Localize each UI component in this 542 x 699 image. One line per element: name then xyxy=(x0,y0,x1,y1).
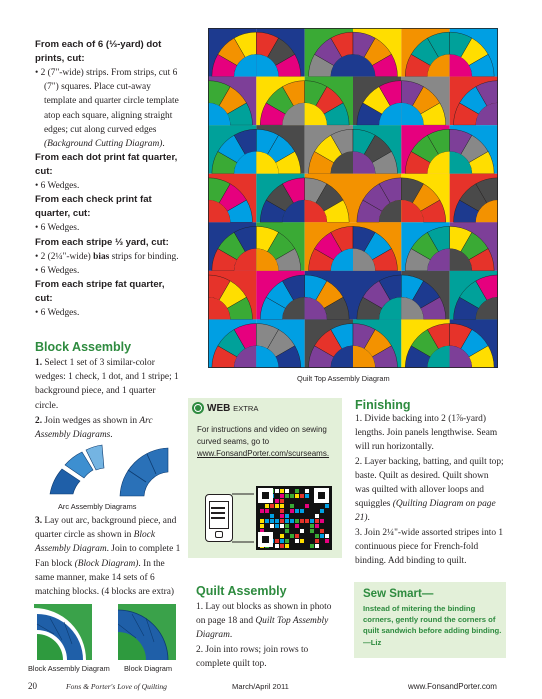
cutting-item: • 6 Wedges. xyxy=(35,308,80,319)
quilt-block xyxy=(256,271,304,320)
quilt-block xyxy=(450,174,498,223)
footer-page-number: 20 xyxy=(28,681,37,691)
quilt-block xyxy=(256,174,304,223)
finishing-step2: 2. Layer backing, batting, and quilt top; baste. Quilt as desired. Quilt shown was quilted with allover loops and squiggles (Quilting Diagram on page 21). xyxy=(355,456,504,524)
quilt-block xyxy=(256,222,304,271)
quilt-block xyxy=(450,271,498,320)
quilt-assembly-steps xyxy=(196,600,342,671)
cutting-heading: From each stripe fat quarter, cut: xyxy=(35,279,165,305)
arc-assembly-caption: Arc Assembly Diagrams xyxy=(58,502,137,511)
sew-smart-heading: Sew Smart— xyxy=(363,588,434,600)
quilt-block xyxy=(401,222,449,271)
quilt-block xyxy=(256,125,304,174)
web-extra-text: For instructions and video on sewing curved seams, go to www.FonsandPorter.com/scurseams. xyxy=(197,425,330,459)
finishing-step1: 1. Divide backing into 2 (1⅞-yard) lengths. Join panels lengthwise. Seam will run horizontally. xyxy=(355,414,498,453)
web-extra-badge xyxy=(192,402,204,414)
cutting-heading: From each dot print fat quarter, cut: xyxy=(35,152,178,178)
smartphone-icon xyxy=(205,494,233,542)
block-assembly-heading: Block Assembly xyxy=(35,340,132,354)
cutting-item: • 6 Wedges. xyxy=(35,223,80,234)
footer-magazine: Fons & Porter's Love of Quilting xyxy=(66,682,167,691)
quilt-block xyxy=(401,125,449,174)
quilt-block xyxy=(353,125,401,174)
cutting-heading: From each stripe ⅓ yard, cut: xyxy=(35,236,169,248)
quilt-block xyxy=(353,28,401,77)
quilt-block xyxy=(450,77,498,126)
quilt-block xyxy=(305,125,353,174)
globe-icon xyxy=(194,404,202,412)
quilt-assembly-heading: Quilt Assembly xyxy=(196,584,287,598)
quilt-block xyxy=(353,271,401,320)
quilt-block xyxy=(305,77,353,126)
quilt-block xyxy=(305,222,353,271)
quilt-block xyxy=(353,77,401,126)
quilt-block xyxy=(450,125,498,174)
quilt-block xyxy=(450,222,498,271)
quilt-block xyxy=(208,271,256,320)
quilt-block xyxy=(305,174,353,223)
quilt-top-diagram xyxy=(208,28,498,368)
quilt-block xyxy=(401,77,449,126)
quilt-block xyxy=(401,271,449,320)
finishing-steps xyxy=(355,412,505,568)
cutting-list xyxy=(35,38,181,320)
cutting-heading: From each check print fat quarter, cut: xyxy=(35,194,152,220)
quilt-block xyxy=(353,319,401,368)
block-assembly-step1: 1. Select 1 set of 3 similar-color wedges: 1 check, 1 dot, and 1 stripe; 1 background piece, and 1 quarter circle. xyxy=(35,358,179,411)
quilt-caption: Quilt Top Assembly Diagram xyxy=(297,374,390,383)
sew-smart-text: Instead of mitering the binding corners, gently round the corners of quilt sandwich before adding binding. —Liz xyxy=(363,604,502,647)
quilt-assembly-step2: 2. Join into rows; join rows to complete quilt top. xyxy=(196,644,309,669)
cutting-heading: From each of 6 (⅓-yard) dot prints, cut: xyxy=(35,39,162,64)
quilt-block xyxy=(401,28,449,77)
block-caption: Block Diagram xyxy=(124,664,173,673)
footer-url[interactable]: www.FonsandPorter.com xyxy=(408,682,497,691)
quilt-block xyxy=(208,222,256,271)
block-assembly-step3: 3. Lay out arc, background piece, and quarter circle as shown in Block Assembly Diagram. Join to complete 1 Fan block (Block Diagram). In the same manner, make 14 sets of 6 matching blocks. (4 blocks are extra) xyxy=(35,516,181,598)
web-extra-label: WEB EXTRA xyxy=(207,403,259,414)
arrow-connector xyxy=(232,490,256,546)
quilt-block xyxy=(305,319,353,368)
quilt-block xyxy=(450,28,498,77)
web-extra-link[interactable]: www.FonsandPorter.com/scurseams. xyxy=(197,449,330,459)
quilt-block xyxy=(401,319,449,368)
block-assembly-caption: Block Assembly Diagram xyxy=(28,664,110,673)
cutting-item: • 2 (2¼"-wide) bias strips for binding. xyxy=(35,251,179,262)
quilt-block xyxy=(305,271,353,320)
quilt-block xyxy=(450,319,498,368)
quilt-block xyxy=(256,28,304,77)
footer-date: March/April 2011 xyxy=(232,682,289,691)
cutting-item: • 6 Wedges. xyxy=(35,181,80,192)
quilt-block xyxy=(208,77,256,126)
cutting-item: • 2 (7"-wide) strips. From strips, cut 6 (7") squares. Place cut-away template and quarter circle template atop each square, aligning straight edges; cut along curved edges (Background Cutting Diagram). xyxy=(35,68,179,150)
finishing-heading: Finishing xyxy=(355,398,411,412)
quilt-block xyxy=(208,174,256,223)
finishing-step3: 3. Join 2¼"-wide assorted stripes into 1 continuous piece for French-fold binding. Add binding to quilt. xyxy=(355,527,504,567)
block-assembly-step2: 2. Join wedges as shown in Arc Assembly Diagrams. xyxy=(35,416,153,441)
quilt-assembly-step1: 1. Lay out blocks as shown in photo on page 18 and Quilt Top Assembly Diagram. xyxy=(196,602,332,641)
quilt-block xyxy=(305,28,353,77)
block-assembly-diagram xyxy=(34,604,92,660)
quilt-block xyxy=(256,319,304,368)
block-diagram xyxy=(118,604,176,660)
quilt-block xyxy=(208,28,256,77)
quilt-block xyxy=(208,319,256,368)
quilt-block xyxy=(353,174,401,223)
cutting-item: • 6 Wedges. xyxy=(35,265,80,276)
quilt-block xyxy=(208,125,256,174)
quilt-block xyxy=(401,174,449,223)
quilt-block xyxy=(353,222,401,271)
qr-code[interactable] xyxy=(256,486,332,550)
quilt-block xyxy=(256,77,304,126)
arc-assembly-diagram xyxy=(40,442,180,500)
